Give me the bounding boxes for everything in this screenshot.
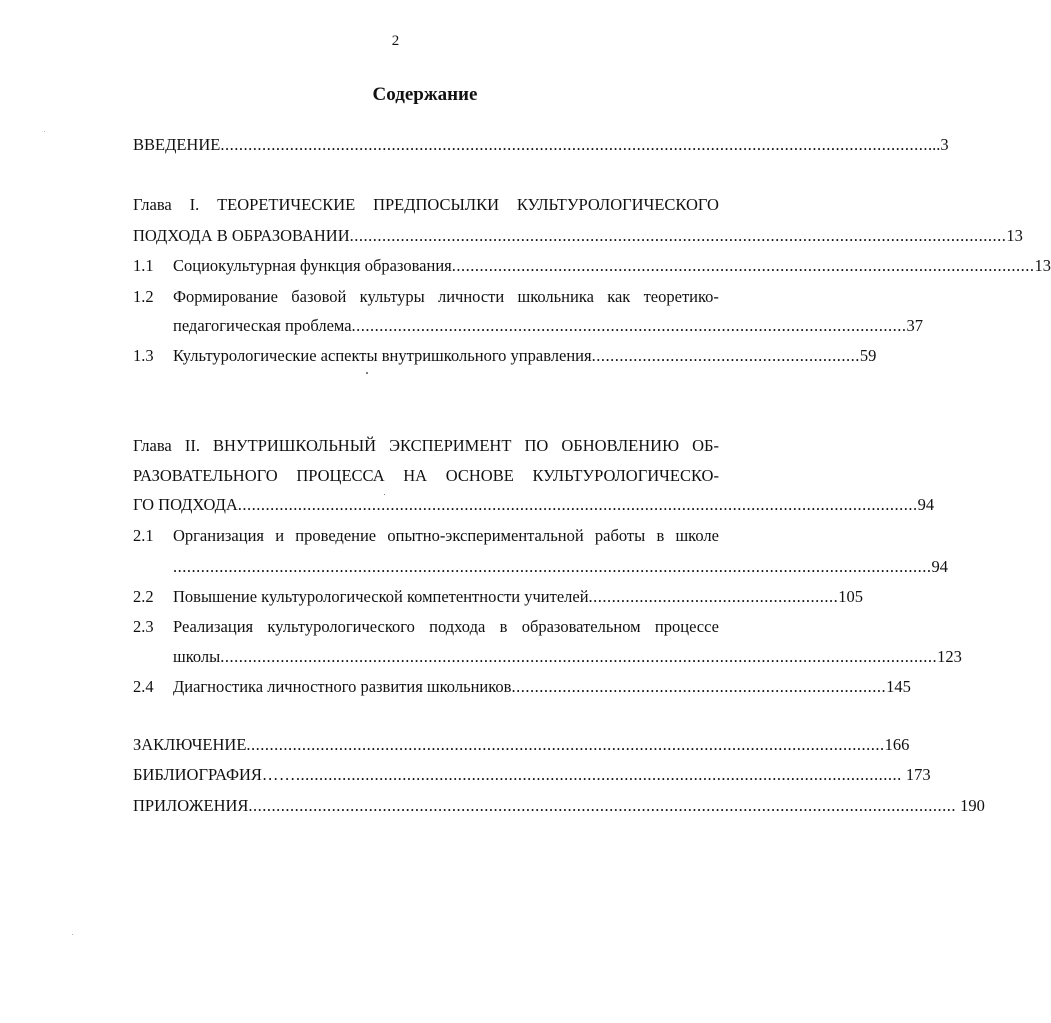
title-word: Формирование xyxy=(173,287,278,306)
heading-word: ВНУТРИШКОЛЬНЫЙ xyxy=(213,436,377,455)
toc-entry-1-2-line2 xyxy=(173,315,924,337)
toc-label: ВВЕДЕНИЕ xyxy=(133,135,221,154)
title-word: школьника xyxy=(517,287,594,306)
title-word: теоретико- xyxy=(643,287,719,306)
chapter2-heading-line3 xyxy=(133,494,935,516)
toc-label: педагогическая проблема xyxy=(173,316,352,335)
leader-dots: ......................................................................................................................................................... xyxy=(220,135,928,154)
title-word: Реализация xyxy=(173,617,254,636)
toc-page: 166 xyxy=(884,735,910,754)
title-word: и xyxy=(275,526,285,545)
toc-entry-2-1-line1 xyxy=(173,525,719,547)
toc-entry-bibliography xyxy=(133,764,931,786)
title-word: образовательном xyxy=(521,617,641,636)
toc-entry-2-2 xyxy=(173,586,864,608)
title-word: личности xyxy=(437,287,505,306)
toc-entry-2-3-line1 xyxy=(173,616,719,638)
title-word: Организация xyxy=(173,526,265,545)
toc-label: Социокультурная функция образования xyxy=(173,256,452,275)
heading-word: НА xyxy=(403,466,428,485)
page-title: Содержание xyxy=(372,84,478,105)
toc-page: 105 xyxy=(838,587,864,606)
title-word: в xyxy=(656,526,665,545)
heading-word: ПРЕДПОСЫЛКИ xyxy=(373,195,500,214)
toc-page: 123 xyxy=(937,647,962,666)
toc-entry-1-3 xyxy=(173,345,877,367)
toc-page: ...3 xyxy=(927,135,949,154)
toc-label: ЗАКЛЮЧЕНИЕ xyxy=(133,735,247,754)
title-word: опытно-экспериментальной xyxy=(387,526,584,545)
scan-speck xyxy=(44,131,45,132)
heading-word: ЭКСПЕРИМЕНТ xyxy=(389,436,512,455)
title-word: культурологического xyxy=(267,617,415,636)
leader-dots: .......................................................................................................................................... xyxy=(246,735,885,754)
toc-entry-2-3-line2 xyxy=(173,646,962,668)
title-word: школе xyxy=(675,526,719,545)
toc-page: 94 xyxy=(931,557,948,576)
chapter2-heading-line1 xyxy=(133,435,719,457)
leader-dots: .......................................................... xyxy=(591,346,860,365)
section-number: 2.1 xyxy=(133,526,154,545)
title-word: в xyxy=(499,617,508,636)
heading-word: ПО xyxy=(524,436,549,455)
toc-label: ПОДХОДА В ОБРАЗОВАНИИ xyxy=(133,226,350,245)
toc-entry-1-2-line1 xyxy=(173,286,719,308)
section-number: 1.1 xyxy=(133,256,154,275)
leader-dots: ........................................................................................................................ xyxy=(351,316,907,335)
toc-page: 190 xyxy=(960,796,985,815)
toc-label: БИБЛИОГРАФИЯ xyxy=(133,765,262,784)
heading-word: II. xyxy=(184,436,200,455)
title-word: проведение xyxy=(295,526,377,545)
toc-label: ПРИЛОЖЕНИЯ xyxy=(133,796,249,815)
leader-dots: .................................................................................................................................................................... xyxy=(173,557,932,576)
chapter1-heading-line2 xyxy=(133,225,1023,247)
toc-label: ГО ПОДХОДА xyxy=(133,495,238,514)
toc-page: 173 xyxy=(905,765,931,784)
chapter2-heading-line2 xyxy=(133,465,719,487)
title-word: работы xyxy=(594,526,646,545)
leader-dots: .............................................................................................................................. xyxy=(451,256,1035,275)
section-number: 2.2 xyxy=(133,587,154,606)
scan-speck xyxy=(72,934,73,935)
chapter1-heading-line1 xyxy=(133,194,719,216)
toc-page: 13 xyxy=(1006,226,1023,245)
section-number: 2.4 xyxy=(133,677,154,696)
title-word: подхода xyxy=(429,617,486,636)
heading-word: ТЕОРЕТИЧЕСКИЕ xyxy=(217,195,356,214)
heading-word: ПРОЦЕССА xyxy=(296,466,385,485)
toc-entry-2-4 xyxy=(173,676,911,698)
heading-word: ОСНОВЕ xyxy=(445,466,514,485)
title-word: культуры xyxy=(359,287,425,306)
toc-label: Повышение культурологической компетентности учителей xyxy=(173,587,589,606)
leader-dots: ......................................................................................................................................................... xyxy=(248,796,957,815)
page-number: 2 xyxy=(391,33,400,49)
leader-dots: ................................................................................................................................................... xyxy=(237,495,918,514)
section-number: 2.3 xyxy=(133,617,154,636)
toc-entry-2-1-line2 xyxy=(173,556,948,578)
toc-page: 94 xyxy=(917,495,935,514)
toc-page: 13 xyxy=(1034,256,1051,275)
toc-page: 145 xyxy=(886,677,911,696)
toc-entry-conclusion xyxy=(133,734,910,756)
leader-dots: ........................................................................................................................................................... xyxy=(220,647,938,666)
toc-label: Диагностика личностного развития школьников xyxy=(173,677,512,696)
heading-word: ОБНОВЛЕНИЮ xyxy=(561,436,680,455)
toc-page: 59 xyxy=(859,346,877,365)
leader-dots: .............................................................................................................................................. xyxy=(349,226,1007,245)
leader-dots: ……................................................................................................................................... xyxy=(261,765,902,784)
section-number: 1.3 xyxy=(133,346,154,365)
heading-word: ОБ- xyxy=(692,436,719,455)
title-word: базовой xyxy=(291,287,347,306)
title-word: как xyxy=(607,287,631,306)
toc-entry-introduction xyxy=(133,134,949,156)
heading-word: I. xyxy=(189,195,200,214)
heading-word: Глава xyxy=(133,195,172,214)
toc-label: Культурологические аспекты внутришкольного управления xyxy=(173,346,592,365)
heading-word: КУЛЬТУРОЛОГИЧЕСКО- xyxy=(532,466,719,485)
section-number: 1.2 xyxy=(133,287,154,306)
scan-speck xyxy=(366,372,368,374)
toc-entry-appendices xyxy=(133,795,985,817)
leader-dots: ................................................................................. xyxy=(511,677,887,696)
scan-speck xyxy=(384,494,385,495)
heading-word: КУЛЬТУРОЛОГИЧЕСКОГО xyxy=(516,195,719,214)
toc-page: 37 xyxy=(906,316,924,335)
heading-word: РАЗОВАТЕЛЬНОГО xyxy=(133,466,278,485)
leader-dots: ...................................................... xyxy=(588,587,839,606)
toc-label: школы xyxy=(173,647,221,666)
heading-word: Глава xyxy=(133,436,172,455)
title-word: процессе xyxy=(654,617,719,636)
toc-entry-1-1 xyxy=(173,255,1051,277)
